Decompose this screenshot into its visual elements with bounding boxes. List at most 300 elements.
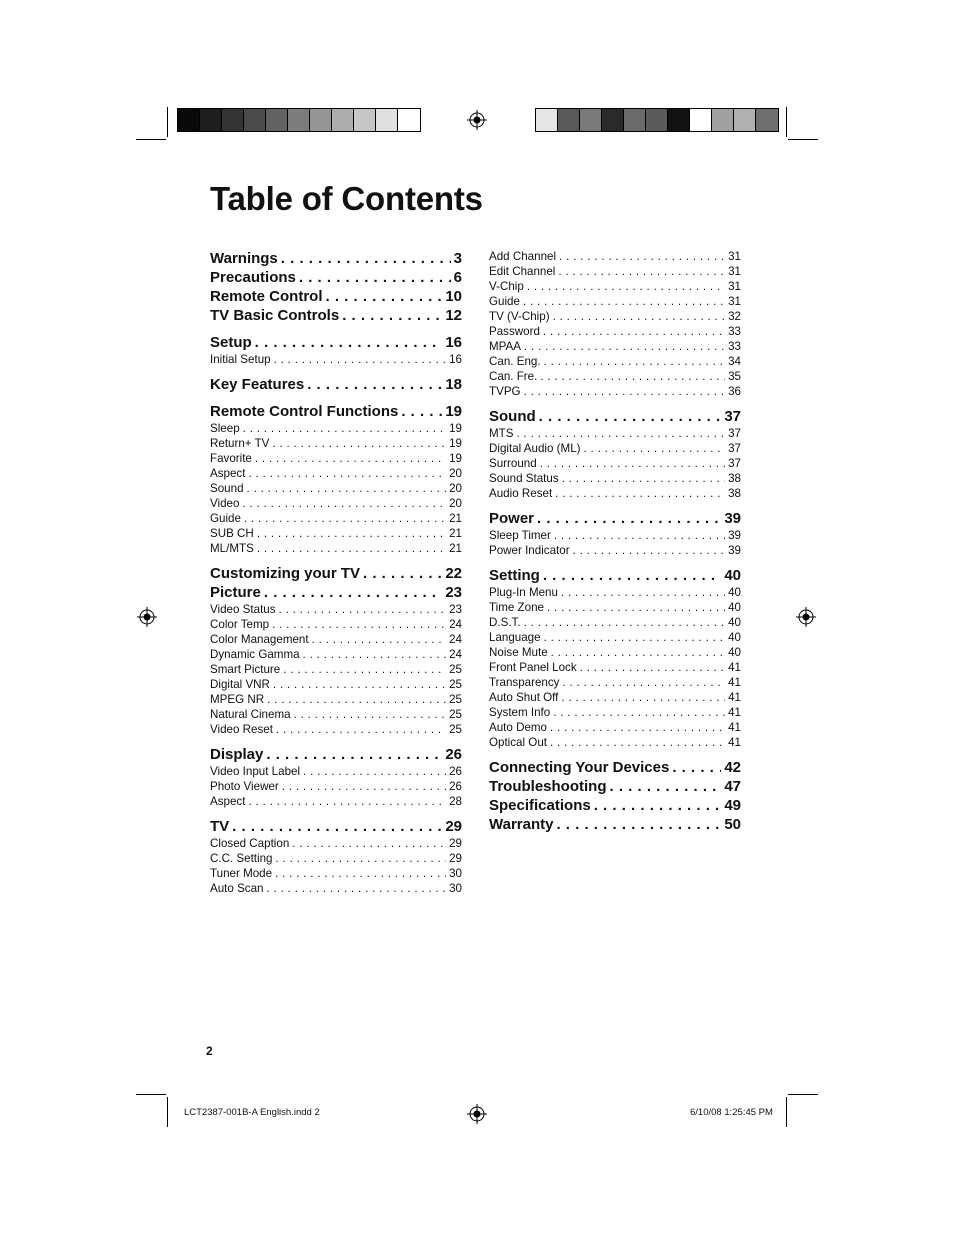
toc-subentry[interactable] xyxy=(210,617,462,632)
toc-subentry[interactable] xyxy=(489,324,741,339)
toc-page-number: 39 xyxy=(724,510,741,527)
toc-page-number: 10 xyxy=(445,288,462,305)
toc-entry-label: Setup xyxy=(210,334,252,351)
toc-page-number: 25 xyxy=(449,693,462,706)
toc-spacer xyxy=(210,367,462,375)
toc-dot-leader xyxy=(292,836,446,851)
color-swatch xyxy=(244,109,266,131)
toc-entry-label: Connecting Your Devices xyxy=(489,759,670,776)
toc-page-number: 21 xyxy=(449,512,462,525)
toc-entry-label: Can. Fre. xyxy=(489,370,538,383)
color-swatch xyxy=(310,109,332,131)
toc-entry-label: Digital Audio (ML) xyxy=(489,442,581,455)
toc-entry-label: Sound xyxy=(210,482,244,495)
toc-page-number: 38 xyxy=(728,472,741,485)
toc-section-entry[interactable] xyxy=(489,566,741,585)
toc-subentry[interactable] xyxy=(489,543,741,558)
color-swatch xyxy=(602,109,624,131)
toc-subentry[interactable] xyxy=(210,541,462,556)
toc-page-number: 16 xyxy=(445,334,462,351)
toc-dot-leader xyxy=(550,735,725,750)
toc-subentry[interactable] xyxy=(210,451,462,466)
toc-dot-leader xyxy=(556,815,721,834)
toc-page-number: 21 xyxy=(449,527,462,540)
toc-subentry[interactable] xyxy=(489,735,741,750)
crop-mark xyxy=(786,107,787,137)
toc-page-number: 22 xyxy=(445,565,462,582)
toc-page-number: 30 xyxy=(449,867,462,880)
toc-entry-label: Power xyxy=(489,510,535,527)
color-swatch xyxy=(178,109,200,131)
toc-entry-label: Optical Out xyxy=(489,736,547,749)
toc-subentry[interactable] xyxy=(210,866,462,881)
toc-page-number: 34 xyxy=(728,355,741,368)
toc-subentry[interactable] xyxy=(489,441,741,456)
toc-subentry[interactable] xyxy=(210,836,462,851)
toc-entry-label: Add Channel xyxy=(489,250,557,263)
toc-subentry[interactable] xyxy=(210,707,462,722)
toc-entry-label: Remote Control Functions xyxy=(210,403,399,420)
toc-page-number: 41 xyxy=(728,661,741,674)
toc-dot-leader xyxy=(282,779,446,794)
toc-dot-leader xyxy=(276,722,446,737)
registration-mark-icon xyxy=(467,1104,487,1124)
toc-spacer xyxy=(489,558,741,566)
toc-subentry[interactable] xyxy=(489,471,741,486)
toc-page-number: 19 xyxy=(445,403,462,420)
toc-dot-leader xyxy=(540,456,725,471)
toc-subentry[interactable] xyxy=(489,264,741,279)
crop-mark xyxy=(136,1094,166,1095)
toc-page-number: 37 xyxy=(728,427,741,440)
toc-subentry[interactable] xyxy=(210,662,462,677)
toc-spacer xyxy=(489,399,741,407)
toc-subentry[interactable] xyxy=(210,881,462,896)
toc-dot-leader xyxy=(255,333,443,352)
crop-mark xyxy=(136,139,166,140)
toc-page-number: 31 xyxy=(728,295,741,308)
color-swatch xyxy=(354,109,376,131)
toc-page-number: 24 xyxy=(449,648,462,661)
toc-entry-label: Transparency xyxy=(489,676,560,689)
toc-dot-leader xyxy=(279,602,447,617)
toc-dot-leader xyxy=(558,264,725,279)
toc-entry-label: Specifications xyxy=(489,797,591,814)
footer-filename: LCT2387-001B-A English.indd 2 xyxy=(184,1107,320,1118)
toc-page-number: 42 xyxy=(724,759,741,776)
toc-entry-label: Remote Control xyxy=(210,288,323,305)
toc-dot-leader xyxy=(255,451,446,466)
color-swatch xyxy=(536,109,558,131)
toc-entry-label: V-Chip xyxy=(489,280,524,293)
toc-subentry[interactable] xyxy=(489,645,741,660)
toc-page-number: 31 xyxy=(728,280,741,293)
toc-dot-leader xyxy=(264,583,442,602)
toc-dot-leader xyxy=(527,279,725,294)
toc-dot-leader xyxy=(573,543,726,558)
toc-entry-label: TV (V-Chip) xyxy=(489,310,550,323)
toc-entry-label: Color Temp xyxy=(210,618,270,631)
toc-page-number: 24 xyxy=(449,618,462,631)
toc-subentry[interactable] xyxy=(489,675,741,690)
toc-section-entry[interactable] xyxy=(489,407,741,426)
toc-page-number: 23 xyxy=(445,584,462,601)
toc-page-number: 40 xyxy=(724,567,741,584)
toc-page-number: 12 xyxy=(445,307,462,324)
toc-dot-leader xyxy=(553,705,725,720)
toc-dot-leader xyxy=(594,796,722,815)
toc-subentry[interactable] xyxy=(210,677,462,692)
toc-entry-label: Aspect xyxy=(210,467,246,480)
toc-page-number: 41 xyxy=(728,721,741,734)
toc-dot-leader xyxy=(562,675,725,690)
toc-dot-leader xyxy=(551,645,725,660)
toc-section-entry[interactable] xyxy=(210,333,462,352)
toc-column-left xyxy=(210,249,462,896)
toc-section-entry[interactable] xyxy=(489,509,741,528)
toc-subentry[interactable] xyxy=(489,279,741,294)
toc-entry-label: Video Reset xyxy=(210,723,273,736)
crop-mark xyxy=(788,139,818,140)
toc-page-number: 21 xyxy=(449,542,462,555)
toc-dot-leader xyxy=(584,441,726,456)
toc-entry-label: Natural Cinema xyxy=(210,708,291,721)
toc-entry-label: Smart Picture xyxy=(210,663,281,676)
toc-entry-label: D.S.T. xyxy=(489,616,521,629)
toc-section-entry[interactable] xyxy=(210,745,462,764)
toc-entry-label: Sleep xyxy=(210,422,240,435)
color-swatch xyxy=(646,109,668,131)
toc-page-number: 41 xyxy=(728,706,741,719)
toc-dot-leader xyxy=(562,471,725,486)
toc-entry-label: Warnings xyxy=(210,250,278,267)
toc-page-number: 29 xyxy=(449,837,462,850)
toc-dot-leader xyxy=(274,352,447,367)
toc-entry-label: TVPG xyxy=(489,385,521,398)
toc-entry-label: Aspect xyxy=(210,795,246,808)
registration-mark-icon xyxy=(137,607,157,627)
toc-subentry[interactable] xyxy=(210,647,462,662)
color-swatch xyxy=(734,109,756,131)
toc-page-number: 39 xyxy=(728,529,741,542)
toc-entry-label: Video Status xyxy=(210,603,276,616)
toc-page-number: 49 xyxy=(724,797,741,814)
toc-entry-label: Power Indicator xyxy=(489,544,570,557)
toc-subentry[interactable] xyxy=(489,630,741,645)
toc-page-number: 29 xyxy=(445,818,462,835)
toc-subentry[interactable] xyxy=(489,384,741,399)
toc-spacer xyxy=(210,556,462,564)
toc-dot-leader xyxy=(242,496,446,511)
toc-entry-label: Guide xyxy=(210,512,241,525)
toc-section-entry[interactable] xyxy=(210,375,462,394)
color-swatch xyxy=(288,109,310,131)
toc-entry-label: Initial Setup xyxy=(210,353,271,366)
toc-entry-label: Digital VNR xyxy=(210,678,270,691)
toc-page-number: 40 xyxy=(728,616,741,629)
toc-entry-label: Auto Scan xyxy=(210,882,264,895)
color-swatch xyxy=(624,109,646,131)
toc-dot-leader xyxy=(543,566,721,585)
color-swatch xyxy=(222,109,244,131)
toc-entry-label: Photo Viewer xyxy=(210,780,279,793)
toc-section-entry[interactable] xyxy=(489,796,741,815)
toc-page-number: 36 xyxy=(728,385,741,398)
toc-dot-leader xyxy=(544,354,726,369)
toc-subentry[interactable] xyxy=(489,690,741,705)
toc-entry-label: Return+ TV xyxy=(210,437,270,450)
footer-timestamp: 6/10/08 1:25:45 PM xyxy=(690,1107,773,1118)
toc-dot-leader xyxy=(580,660,725,675)
toc-entry-label: Video Input Label xyxy=(210,765,301,778)
toc-page-number: 47 xyxy=(724,778,741,795)
toc-entry-label: Tuner Mode xyxy=(210,867,273,880)
toc-subentry[interactable] xyxy=(210,602,462,617)
color-swatch xyxy=(200,109,222,131)
toc-dot-leader xyxy=(247,481,447,496)
toc-entry-label: Language xyxy=(489,631,541,644)
toc-subentry[interactable] xyxy=(489,486,741,501)
toc-page-number: 20 xyxy=(449,467,462,480)
toc-entry-label: Precautions xyxy=(210,269,296,286)
toc-page-number: 33 xyxy=(728,325,741,338)
toc-page-number: 25 xyxy=(449,663,462,676)
toc-page-number: 19 xyxy=(449,422,462,435)
toc-page-number: 19 xyxy=(449,437,462,450)
toc-dot-leader xyxy=(559,249,725,264)
toc-dot-leader xyxy=(303,764,446,779)
toc-section-entry[interactable] xyxy=(489,777,741,796)
toc-page-number: 25 xyxy=(449,678,462,691)
toc-subentry[interactable] xyxy=(210,851,462,866)
toc-page-number: 23 xyxy=(449,603,462,616)
toc-page-number: 40 xyxy=(728,646,741,659)
toc-dot-leader xyxy=(303,647,447,662)
toc-spacer xyxy=(489,501,741,509)
toc-entry-label: Troubleshooting xyxy=(489,778,607,795)
registration-mark-icon xyxy=(796,607,816,627)
toc-page-number: 40 xyxy=(728,586,741,599)
crop-mark xyxy=(167,1097,168,1127)
toc-dot-leader xyxy=(276,851,447,866)
toc-page-number: 26 xyxy=(449,780,462,793)
toc-entry-label: System Info xyxy=(489,706,551,719)
toc-subentry[interactable] xyxy=(210,496,462,511)
toc-subentry[interactable] xyxy=(210,526,462,541)
toc-page-number: 29 xyxy=(449,852,462,865)
color-swatch xyxy=(266,109,288,131)
toc-subentry[interactable] xyxy=(489,705,741,720)
toc-spacer xyxy=(489,750,741,758)
toc-dot-leader xyxy=(543,324,725,339)
toc-dot-leader xyxy=(232,817,442,836)
toc-page-number: 26 xyxy=(449,765,462,778)
toc-page-number: 40 xyxy=(728,601,741,614)
toc-entry-label: Picture xyxy=(210,584,261,601)
toc-dot-leader xyxy=(272,436,446,451)
toc-dot-leader xyxy=(561,690,725,705)
toc-dot-leader xyxy=(267,692,446,707)
toc-page-number: 16 xyxy=(449,353,462,366)
toc-page-number: 32 xyxy=(728,310,741,323)
toc-subentry[interactable] xyxy=(210,692,462,707)
toc-page-number: 37 xyxy=(724,408,741,425)
toc-entry-label: Surround xyxy=(489,457,537,470)
toc-page-number: 31 xyxy=(728,265,741,278)
toc-entry-label: Customizing your TV xyxy=(210,565,360,582)
toc-subentry[interactable] xyxy=(210,436,462,451)
toc-entry-label: MPEG NR xyxy=(210,693,265,706)
toc-dot-leader xyxy=(547,600,725,615)
toc-dot-leader xyxy=(257,541,446,556)
toc-dot-leader xyxy=(342,306,442,325)
toc-column-right xyxy=(489,249,741,834)
color-swatch xyxy=(398,109,420,131)
toc-subentry[interactable] xyxy=(210,794,462,809)
toc-entry-label: Auto Demo xyxy=(489,721,547,734)
toc-section-entry[interactable] xyxy=(489,815,741,834)
toc-entry-label: Sound xyxy=(489,408,536,425)
toc-subentry[interactable] xyxy=(210,722,462,737)
toc-entry-label: SUB CH xyxy=(210,527,254,540)
toc-section-entry[interactable] xyxy=(210,268,462,287)
toc-subentry[interactable] xyxy=(210,466,462,481)
toc-section-entry[interactable] xyxy=(210,287,462,306)
toc-subentry[interactable] xyxy=(210,421,462,436)
toc-subentry[interactable] xyxy=(489,456,741,471)
toc-dot-leader xyxy=(553,309,726,324)
toc-dot-leader xyxy=(550,720,725,735)
toc-page-number: 18 xyxy=(445,376,462,393)
toc-entry-label: Dynamic Gamma xyxy=(210,648,300,661)
toc-dot-leader xyxy=(363,564,442,583)
toc-entry-label: Key Features xyxy=(210,376,305,393)
color-swatch xyxy=(690,109,712,131)
toc-dot-leader xyxy=(283,662,446,677)
toc-entry-label: Guide xyxy=(489,295,520,308)
toc-dot-leader xyxy=(281,249,451,268)
toc-dot-leader xyxy=(561,585,725,600)
toc-dot-leader xyxy=(275,866,446,881)
toc-dot-leader xyxy=(248,466,446,481)
toc-subentry[interactable] xyxy=(210,511,462,526)
toc-subentry[interactable] xyxy=(489,600,741,615)
toc-dot-leader xyxy=(326,287,443,306)
toc-entry-label: Display xyxy=(210,746,264,763)
toc-subentry[interactable] xyxy=(210,481,462,496)
toc-subentry[interactable] xyxy=(489,309,741,324)
toc-subentry[interactable] xyxy=(489,339,741,354)
toc-subentry[interactable] xyxy=(489,426,741,441)
toc-page-number: 19 xyxy=(449,452,462,465)
toc-subentry[interactable] xyxy=(210,779,462,794)
toc-entry-label: TV Basic Controls xyxy=(210,307,340,324)
toc-dot-leader xyxy=(555,486,725,501)
toc-dot-leader xyxy=(523,294,725,309)
toc-section-entry[interactable] xyxy=(210,249,462,268)
toc-entry-label: Closed Caption xyxy=(210,837,290,850)
toc-entry-label: Can. Eng. xyxy=(489,355,541,368)
toc-page-number: 30 xyxy=(449,882,462,895)
color-bar-right xyxy=(535,108,779,132)
toc-page-number: 37 xyxy=(728,457,741,470)
toc-dot-leader xyxy=(272,617,446,632)
toc-spacer xyxy=(210,325,462,333)
toc-spacer xyxy=(210,809,462,817)
toc-page-number: 39 xyxy=(728,544,741,557)
toc-dot-leader xyxy=(266,745,442,764)
toc-entry-label: Video xyxy=(210,497,240,510)
toc-entry-label: Noise Mute xyxy=(489,646,548,659)
toc-page-number: 40 xyxy=(728,631,741,644)
toc-page-number: 25 xyxy=(449,723,462,736)
toc-section-entry[interactable] xyxy=(210,306,462,325)
crop-mark xyxy=(786,1097,787,1127)
toc-subentry[interactable] xyxy=(210,764,462,779)
toc-section-entry[interactable] xyxy=(210,564,462,583)
toc-dot-leader xyxy=(248,794,446,809)
toc-page-number: 26 xyxy=(445,746,462,763)
toc-entry-label: C.C. Setting xyxy=(210,852,273,865)
toc-dot-leader xyxy=(244,511,446,526)
toc-subentry[interactable] xyxy=(210,352,462,367)
toc-page-number: 35 xyxy=(728,370,741,383)
toc-subentry[interactable] xyxy=(489,660,741,675)
toc-entry-label: Sleep Timer xyxy=(489,529,551,542)
toc-page-number: 37 xyxy=(728,442,741,455)
color-swatch xyxy=(668,109,690,131)
toc-subentry[interactable] xyxy=(210,632,462,647)
toc-section-entry[interactable] xyxy=(210,817,462,836)
toc-dot-leader xyxy=(524,384,726,399)
toc-entry-label: Warranty xyxy=(489,816,554,833)
color-swatch xyxy=(332,109,354,131)
toc-subentry[interactable] xyxy=(489,249,741,264)
toc-subentry[interactable] xyxy=(489,369,741,384)
toc-entry-label: MPAA xyxy=(489,340,521,353)
toc-section-entry[interactable] xyxy=(210,402,462,421)
crop-mark xyxy=(167,107,168,137)
toc-entry-label: MTS xyxy=(489,427,514,440)
toc-subentry[interactable] xyxy=(489,720,741,735)
toc-section-entry[interactable] xyxy=(210,583,462,602)
toc-entry-label: Edit Channel xyxy=(489,265,556,278)
toc-page-number: 25 xyxy=(449,708,462,721)
toc-entry-label: Audio Reset xyxy=(489,487,553,500)
toc-dot-leader xyxy=(537,509,721,528)
toc-subentry[interactable] xyxy=(489,528,741,543)
toc-section-entry[interactable] xyxy=(489,758,741,777)
toc-subentry[interactable] xyxy=(489,615,741,630)
toc-dot-leader xyxy=(540,369,725,384)
toc-spacer xyxy=(210,394,462,402)
toc-page-number: 31 xyxy=(728,250,741,263)
color-swatch xyxy=(376,109,398,131)
toc-entry-label: Favorite xyxy=(210,452,252,465)
toc-entry-label: ML/MTS xyxy=(210,542,254,555)
toc-subentry[interactable] xyxy=(489,354,741,369)
color-bar-left xyxy=(177,108,421,132)
toc-entry-label: Color Management xyxy=(210,633,309,646)
toc-page-number: 41 xyxy=(728,691,741,704)
toc-subentry[interactable] xyxy=(489,294,741,309)
toc-dot-leader xyxy=(243,421,446,436)
toc-dot-leader xyxy=(401,402,442,421)
toc-dot-leader xyxy=(554,528,725,543)
toc-dot-leader xyxy=(524,339,725,354)
toc-subentry[interactable] xyxy=(489,585,741,600)
toc-dot-leader xyxy=(307,375,442,394)
